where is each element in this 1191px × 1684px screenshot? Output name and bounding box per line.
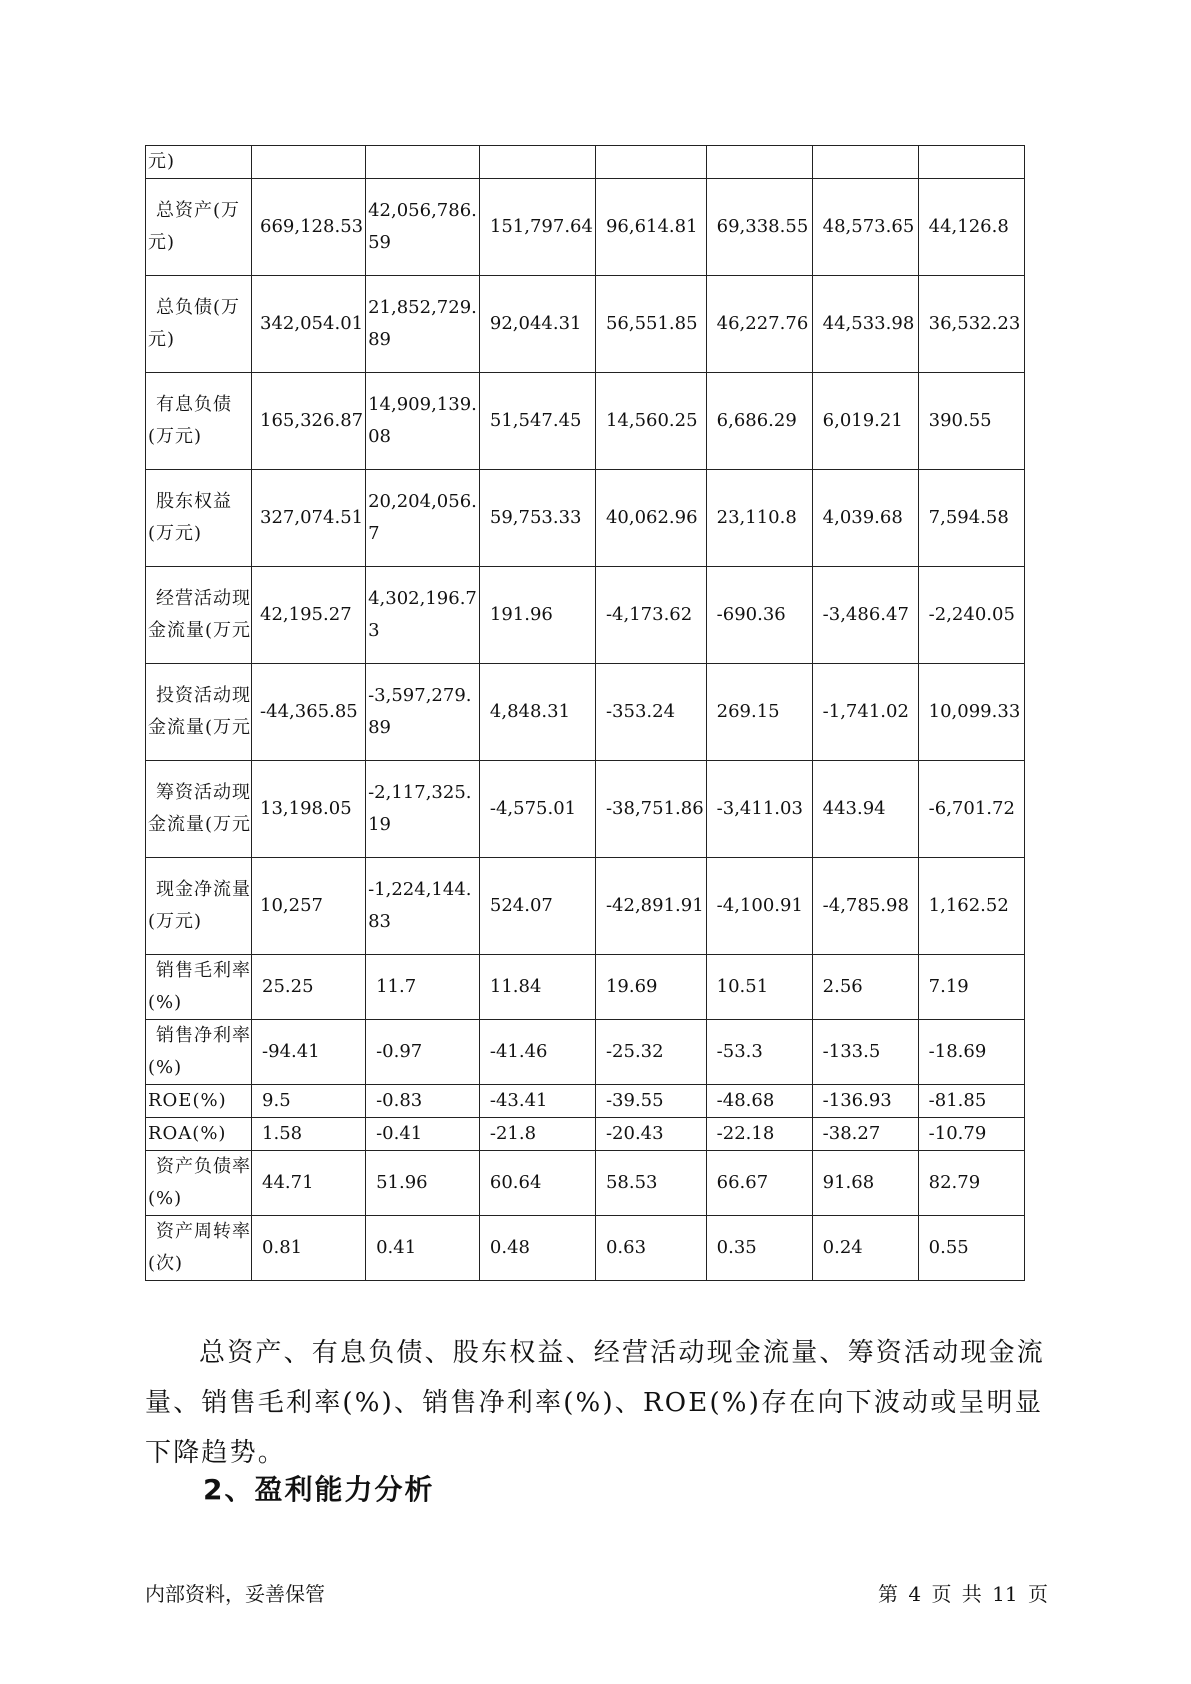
table-cell: 443.94	[812, 761, 918, 858]
table-cell: 9.5	[252, 1085, 366, 1118]
row-label	[146, 470, 252, 567]
table-cell: -43.41	[479, 1085, 595, 1118]
table-cell: -38.27	[812, 1118, 918, 1151]
row-label-line: 销售毛利率	[156, 960, 251, 981]
row-label: 元)	[146, 146, 252, 179]
row-label-line: (万元)	[148, 426, 203, 447]
row-label	[146, 179, 252, 276]
table-cell: 96,614.81	[595, 179, 706, 276]
table-cell: 66.67	[706, 1151, 812, 1216]
table-cell: -38,751.86	[595, 761, 706, 858]
table-cell: -4,173.62	[595, 567, 706, 664]
table-cell: 4,039.68	[812, 470, 918, 567]
table-cell	[366, 470, 480, 567]
table-cell: 0.55	[918, 1216, 1024, 1281]
table-cell: -0.97	[366, 1020, 480, 1085]
row-label-line: 金流量(万元	[148, 620, 252, 641]
table-cell: 11.84	[479, 955, 595, 1020]
table-cell: 0.48	[479, 1216, 595, 1281]
table-row	[146, 1151, 1025, 1216]
cell-value: 42,056,786.	[368, 200, 477, 221]
table-cell: -20.43	[595, 1118, 706, 1151]
table-cell: 92,044.31	[479, 276, 595, 373]
table-row	[146, 761, 1025, 858]
table-cell: 191.96	[479, 567, 595, 664]
table-cell: 165,326.87	[252, 373, 366, 470]
table-cell	[812, 146, 918, 179]
table-cell: 10.51	[706, 955, 812, 1020]
table-cell: 11.7	[366, 955, 480, 1020]
row-label	[146, 373, 252, 470]
cell-value: 4,302,196.7	[368, 588, 477, 609]
financial-data-table	[145, 145, 1025, 1281]
row-label-line: 金流量(万元	[148, 814, 252, 835]
table-cell: 19.69	[595, 955, 706, 1020]
cell-value: 21,852,729.	[368, 297, 477, 318]
row-label-line: 筹资活动现	[156, 782, 251, 803]
row-label	[146, 664, 252, 761]
table-cell: -44,365.85	[252, 664, 366, 761]
row-label	[146, 1151, 252, 1216]
table-cell: 82.79	[918, 1151, 1024, 1216]
table-cell: 0.24	[812, 1216, 918, 1281]
table-cell	[479, 146, 595, 179]
row-label-line: (次)	[148, 1253, 184, 1274]
table-cell: -353.24	[595, 664, 706, 761]
row-label-line: (万元)	[148, 911, 203, 932]
table-cell: 1,162.52	[918, 858, 1024, 955]
row-label-line: 现金净流量	[156, 879, 251, 900]
table-cell: -4,100.91	[706, 858, 812, 955]
cell-value: 20,204,056.	[368, 491, 477, 512]
table-cell: 48,573.65	[812, 179, 918, 276]
table-cell	[252, 146, 366, 179]
table-cell: 59,753.33	[479, 470, 595, 567]
section-heading: 2、盈利能力分析	[203, 1473, 435, 1506]
table-cell: -0.83	[366, 1085, 480, 1118]
table-row	[146, 858, 1025, 955]
table-cell: -3,486.47	[812, 567, 918, 664]
table-row	[146, 470, 1025, 567]
table-cell: 2.56	[812, 955, 918, 1020]
row-label-line: 投资活动现	[156, 685, 251, 706]
table-cell	[706, 146, 812, 179]
table-row	[146, 1118, 1025, 1151]
row-label-line: ROE(%)	[148, 1090, 227, 1111]
table-cell	[366, 858, 480, 955]
table-cell: 44,126.8	[918, 179, 1024, 276]
table-row	[146, 567, 1025, 664]
row-label-line: 股东权益	[156, 491, 232, 512]
table-cell: 36,532.23	[918, 276, 1024, 373]
table-cell: 1.58	[252, 1118, 366, 1151]
cell-value-wrap: 19	[368, 814, 391, 835]
table-cell: 13,198.05	[252, 761, 366, 858]
cell-value-wrap: 08	[368, 426, 391, 447]
table-cell: 6,019.21	[812, 373, 918, 470]
row-label	[146, 761, 252, 858]
table-cell: 25.25	[252, 955, 366, 1020]
table-cell	[595, 146, 706, 179]
table-cell: 327,074.51	[252, 470, 366, 567]
table-cell: -3,411.03	[706, 761, 812, 858]
table-cell: -53.3	[706, 1020, 812, 1085]
table-cell: 58.53	[595, 1151, 706, 1216]
table-row	[146, 955, 1025, 1020]
table-cell: -81.85	[918, 1085, 1024, 1118]
table-cell: 0.35	[706, 1216, 812, 1281]
row-label-line: 资产负债率	[156, 1156, 251, 1177]
table-row	[146, 276, 1025, 373]
row-label	[146, 567, 252, 664]
analysis-paragraph	[145, 1328, 1051, 1478]
table-cell: -136.93	[812, 1085, 918, 1118]
table-cell	[366, 179, 480, 276]
table-cell: 44,533.98	[812, 276, 918, 373]
row-label-line: (%)	[148, 992, 183, 1013]
table-cell: -2,240.05	[918, 567, 1024, 664]
row-label	[146, 1085, 252, 1118]
table-row	[146, 179, 1025, 276]
table-row	[146, 146, 1025, 179]
table-cell: 42,195.27	[252, 567, 366, 664]
row-label	[146, 276, 252, 373]
table-row	[146, 1020, 1025, 1085]
table-row	[146, 373, 1025, 470]
table-cell	[366, 373, 480, 470]
row-label	[146, 858, 252, 955]
table-cell: -133.5	[812, 1020, 918, 1085]
table-cell: -10.79	[918, 1118, 1024, 1151]
table-row	[146, 1216, 1025, 1281]
table-cell: 6,686.29	[706, 373, 812, 470]
table-cell: 524.07	[479, 858, 595, 955]
cell-value-wrap: 89	[368, 717, 391, 738]
cell-value: -2,117,325.	[368, 782, 472, 803]
table-cell: 7,594.58	[918, 470, 1024, 567]
table-row	[146, 1085, 1025, 1118]
cell-value-wrap: 83	[368, 911, 391, 932]
table-cell: 151,797.64	[479, 179, 595, 276]
table-cell: -1,741.02	[812, 664, 918, 761]
table-cell: 0.63	[595, 1216, 706, 1281]
table-cell: 69,338.55	[706, 179, 812, 276]
table-cell: 91.68	[812, 1151, 918, 1216]
row-label-line: (%)	[148, 1188, 183, 1209]
table-cell: 44.71	[252, 1151, 366, 1216]
table-cell: 342,054.01	[252, 276, 366, 373]
table-row	[146, 664, 1025, 761]
cell-value-wrap: 7	[368, 523, 380, 544]
table-cell: 14,560.25	[595, 373, 706, 470]
table-cell: 4,848.31	[479, 664, 595, 761]
table-cell: -41.46	[479, 1020, 595, 1085]
cell-value-wrap: 59	[368, 232, 391, 253]
table-cell: -21.8	[479, 1118, 595, 1151]
table-cell: -4,575.01	[479, 761, 595, 858]
cell-value: 14,909,139.	[368, 394, 477, 415]
table-cell: 0.41	[366, 1216, 480, 1281]
table-cell: 40,062.96	[595, 470, 706, 567]
row-label-line: (万元)	[148, 523, 203, 544]
row-label	[146, 955, 252, 1020]
cell-value-wrap: 3	[368, 620, 380, 641]
table-cell: -6,701.72	[918, 761, 1024, 858]
table-cell: 60.64	[479, 1151, 595, 1216]
table-cell: -690.36	[706, 567, 812, 664]
row-label-line: 有息负债	[156, 394, 232, 415]
row-label-line: 金流量(万元	[148, 717, 252, 738]
row-label-line: (%)	[148, 1057, 183, 1078]
table-cell: 269.15	[706, 664, 812, 761]
row-label-line: ROA(%)	[148, 1123, 227, 1144]
row-label-line: 经营活动现	[156, 588, 251, 609]
row-label-line: 元)	[148, 232, 176, 253]
table-cell: -0.41	[366, 1118, 480, 1151]
table-cell: 23,110.8	[706, 470, 812, 567]
footer-confidential-note: 内部资料，妥善保管	[145, 1582, 325, 1606]
table-cell: -22.18	[706, 1118, 812, 1151]
table-cell: 7.19	[918, 955, 1024, 1020]
table-cell: 390.55	[918, 373, 1024, 470]
table-cell	[366, 664, 480, 761]
table-cell: -42,891.91	[595, 858, 706, 955]
footer-page-number: 第 4 页 共 11 页	[878, 1582, 1048, 1606]
table-cell: -25.32	[595, 1020, 706, 1085]
row-label-line: 总负债(万	[156, 297, 241, 318]
row-label	[146, 1118, 252, 1151]
table-cell: -39.55	[595, 1085, 706, 1118]
cell-value-wrap: 89	[368, 329, 391, 350]
cell-value: -1,224,144.	[368, 879, 472, 900]
row-label-line: 资产周转率	[156, 1221, 251, 1242]
table-cell: 46,227.76	[706, 276, 812, 373]
table-cell	[366, 276, 480, 373]
table-cell: 56,551.85	[595, 276, 706, 373]
table-cell: 51.96	[366, 1151, 480, 1216]
table-cell: 10,099.33	[918, 664, 1024, 761]
row-label-line: 元)	[148, 329, 176, 350]
table-cell	[918, 146, 1024, 179]
table-cell: 10,257	[252, 858, 366, 955]
table-cell: 669,128.53	[252, 179, 366, 276]
cell-value: -3,597,279.	[368, 685, 472, 706]
row-label	[146, 1020, 252, 1085]
analysis-paragraph-text: 总资产、有息负债、股东权益、经营活动现金流量、筹资活动现金流量、销售毛利率(%)、销售净利率(%)、ROE(%)存在向下波动或呈明显下降趋势。	[145, 1338, 1046, 1468]
row-label	[146, 1216, 252, 1281]
table-cell: 51,547.45	[479, 373, 595, 470]
row-label-line: 销售净利率	[156, 1025, 251, 1046]
table-cell: -4,785.98	[812, 858, 918, 955]
table-cell	[366, 567, 480, 664]
row-label-line: 总资产(万	[156, 200, 241, 221]
table-cell: -18.69	[918, 1020, 1024, 1085]
table-cell: -94.41	[252, 1020, 366, 1085]
table-cell: 0.81	[252, 1216, 366, 1281]
table-cell	[366, 146, 480, 179]
table-cell: -48.68	[706, 1085, 812, 1118]
table-cell	[366, 761, 480, 858]
